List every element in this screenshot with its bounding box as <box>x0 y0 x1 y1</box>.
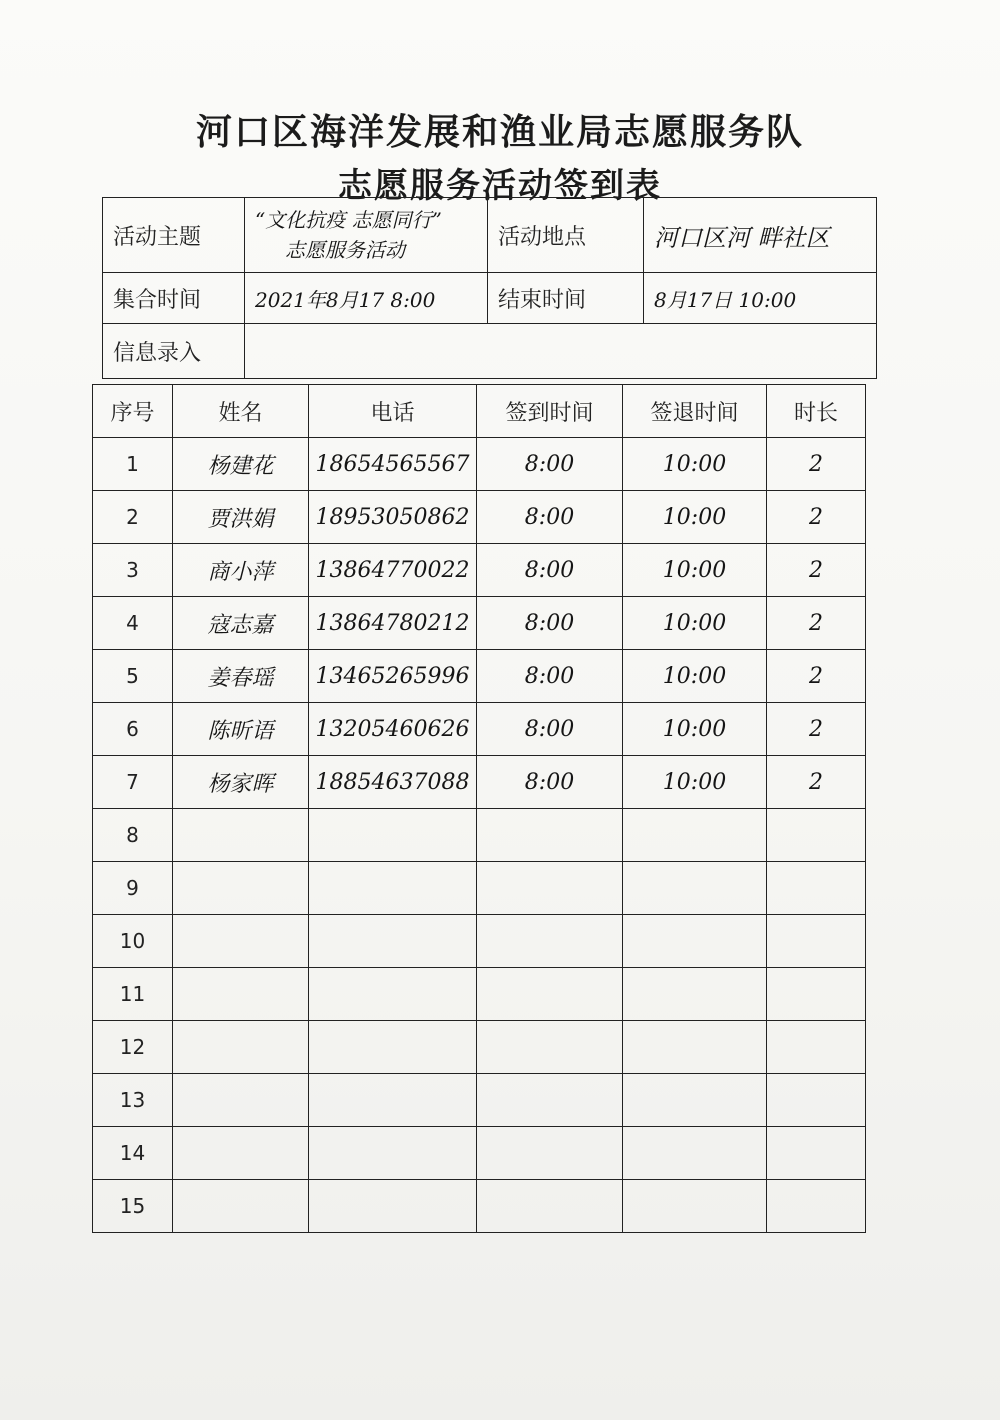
table-row <box>93 862 866 915</box>
table-row <box>93 1074 866 1127</box>
theme-label: 活动主题 <box>103 198 245 273</box>
row-name <box>173 809 309 862</box>
row-name-text: 寇志嘉 <box>207 612 274 638</box>
row-duration <box>767 862 866 915</box>
row-signin-time <box>477 862 623 915</box>
row-signin-time <box>477 809 623 862</box>
table-row <box>93 968 866 1021</box>
table-row <box>93 438 866 491</box>
row-signin-time <box>477 1127 623 1180</box>
row-signout-time-text: 10:00 <box>662 451 727 477</box>
row-number: 12 <box>93 1021 173 1074</box>
row-signout-time <box>623 597 767 650</box>
row-phone-text: 13465265996 <box>315 663 470 689</box>
row-signin-time-text: 8:00 <box>524 557 575 583</box>
row-name <box>173 1074 309 1127</box>
row-duration-text: 2 <box>809 769 823 795</box>
record-value <box>245 324 877 379</box>
row-duration <box>767 1021 866 1074</box>
row-phone <box>309 915 477 968</box>
info-row-time <box>103 273 877 324</box>
row-signin-time <box>477 1180 623 1233</box>
row-signout-time-text: 10:00 <box>662 504 727 530</box>
header-signin: 签到时间 <box>477 385 623 438</box>
row-name <box>173 1180 309 1233</box>
row-signout-time <box>623 809 767 862</box>
row-phone-text: 18953050862 <box>315 504 470 530</box>
start-value <box>245 273 488 324</box>
row-signin-time-text: 8:00 <box>524 716 575 742</box>
row-duration <box>767 1074 866 1127</box>
row-signin-time <box>477 544 623 597</box>
theme-value <box>245 198 488 273</box>
row-number: 8 <box>93 809 173 862</box>
row-duration <box>767 1180 866 1233</box>
table-row <box>93 703 866 756</box>
row-number: 7 <box>93 756 173 809</box>
row-name <box>173 650 309 703</box>
row-signin-time <box>477 1021 623 1074</box>
row-phone <box>309 809 477 862</box>
table-row <box>93 1021 866 1074</box>
row-duration <box>767 756 866 809</box>
row-number: 14 <box>93 1127 173 1180</box>
activity-info-table <box>102 197 877 379</box>
place-value-text: 河口区河 畔社区 <box>654 223 830 252</box>
row-signout-time <box>623 968 767 1021</box>
row-signout-time <box>623 703 767 756</box>
row-signin-time <box>477 968 623 1021</box>
row-number: 6 <box>93 703 173 756</box>
row-signout-time <box>623 1127 767 1180</box>
row-signout-time <box>623 862 767 915</box>
row-duration <box>767 1127 866 1180</box>
row-signin-time-text: 8:00 <box>524 610 575 636</box>
row-phone <box>309 1074 477 1127</box>
row-phone <box>309 650 477 703</box>
row-phone <box>309 491 477 544</box>
info-row-theme <box>103 198 877 273</box>
table-row <box>93 650 866 703</box>
row-duration-text: 2 <box>809 610 823 636</box>
row-phone <box>309 1180 477 1233</box>
row-signout-time <box>623 756 767 809</box>
row-signout-time-text: 10:00 <box>662 663 727 689</box>
row-name <box>173 1021 309 1074</box>
row-signin-time-text: 8:00 <box>524 663 575 689</box>
row-phone <box>309 703 477 756</box>
row-number: 15 <box>93 1180 173 1233</box>
row-name <box>173 862 309 915</box>
row-phone <box>309 756 477 809</box>
row-signin-time <box>477 703 623 756</box>
table-row <box>93 491 866 544</box>
row-name <box>173 756 309 809</box>
row-name-text: 陈昕语 <box>207 718 274 744</box>
row-signin-time <box>477 438 623 491</box>
row-duration <box>767 597 866 650</box>
row-signout-time-text: 10:00 <box>662 610 727 636</box>
row-number: 4 <box>93 597 173 650</box>
document-title: 河口区海洋发展和渔业局志愿服务队 <box>195 112 804 153</box>
row-name <box>173 597 309 650</box>
start-label: 集合时间 <box>103 273 245 324</box>
row-number: 9 <box>93 862 173 915</box>
row-phone-text: 13864780212 <box>315 610 470 636</box>
end-value-text: 8月17日 10:00 <box>654 287 797 312</box>
row-signin-time-text: 8:00 <box>524 769 575 795</box>
header-duration: 时长 <box>767 385 866 438</box>
info-row-record <box>103 324 877 379</box>
row-phone <box>309 544 477 597</box>
row-name-text: 杨建花 <box>207 453 274 479</box>
row-phone <box>309 968 477 1021</box>
row-name-text: 姜春瑶 <box>207 665 274 691</box>
row-name-text: 杨家晖 <box>207 771 274 797</box>
row-phone <box>309 1021 477 1074</box>
header-signout: 签退时间 <box>623 385 767 438</box>
row-signout-time-text: 10:00 <box>662 769 727 795</box>
row-signin-time-text: 8:00 <box>524 504 575 530</box>
row-duration <box>767 703 866 756</box>
row-signout-time <box>623 491 767 544</box>
row-signout-time <box>623 544 767 597</box>
place-value <box>644 198 877 273</box>
row-phone <box>309 438 477 491</box>
row-duration <box>767 650 866 703</box>
row-signout-time-text: 10:00 <box>662 716 727 742</box>
header-name: 姓名 <box>173 385 309 438</box>
row-phone-text: 13205460626 <box>315 716 470 742</box>
table-row <box>93 597 866 650</box>
row-signin-time-text: 8:00 <box>524 451 575 477</box>
row-signout-time <box>623 438 767 491</box>
row-name <box>173 915 309 968</box>
row-number: 3 <box>93 544 173 597</box>
record-label: 信息录入 <box>103 324 245 379</box>
end-label: 结束时间 <box>488 273 644 324</box>
row-phone <box>309 862 477 915</box>
row-duration <box>767 809 866 862</box>
row-duration-text: 2 <box>809 663 823 689</box>
row-signin-time <box>477 915 623 968</box>
row-duration <box>767 544 866 597</box>
signin-table-header <box>93 385 866 438</box>
row-signout-time <box>623 650 767 703</box>
row-phone-text: 18854637088 <box>315 769 470 795</box>
row-phone <box>309 1127 477 1180</box>
signin-table <box>92 384 866 1233</box>
row-name <box>173 1127 309 1180</box>
header-no: 序号 <box>93 385 173 438</box>
row-number: 1 <box>93 438 173 491</box>
theme-value-line2: 志愿服务活动 <box>285 238 405 262</box>
row-signout-time <box>623 915 767 968</box>
signin-table-body <box>93 438 866 1233</box>
row-number: 13 <box>93 1074 173 1127</box>
row-name-text: 商小萍 <box>207 559 274 585</box>
row-name <box>173 703 309 756</box>
row-number: 11 <box>93 968 173 1021</box>
table-row <box>93 1180 866 1233</box>
row-name-text: 贾洪娟 <box>207 506 274 532</box>
row-signout-time <box>623 1021 767 1074</box>
row-duration <box>767 491 866 544</box>
start-value-text: 2021年8月17 8:00 <box>255 287 436 312</box>
theme-value-line1: “文化抗疫 志愿同行” <box>255 208 442 232</box>
row-phone <box>309 597 477 650</box>
table-row <box>93 915 866 968</box>
table-row <box>93 544 866 597</box>
row-duration-text: 2 <box>809 504 823 530</box>
table-row <box>93 756 866 809</box>
row-duration-text: 2 <box>809 451 823 477</box>
table-row <box>93 809 866 862</box>
row-duration-text: 2 <box>809 557 823 583</box>
row-number: 5 <box>93 650 173 703</box>
end-value <box>644 273 877 324</box>
row-number: 2 <box>93 491 173 544</box>
row-signin-time <box>477 491 623 544</box>
row-signout-time-text: 10:00 <box>662 557 727 583</box>
row-duration-text: 2 <box>809 716 823 742</box>
row-number: 10 <box>93 915 173 968</box>
row-signout-time <box>623 1180 767 1233</box>
row-phone-text: 18654565567 <box>315 451 470 477</box>
row-duration <box>767 915 866 968</box>
row-name <box>173 491 309 544</box>
row-signout-time <box>623 1074 767 1127</box>
row-duration <box>767 438 866 491</box>
table-row <box>93 1127 866 1180</box>
row-duration <box>767 968 866 1021</box>
row-name <box>173 438 309 491</box>
row-signin-time <box>477 1074 623 1127</box>
row-phone-text: 13864770022 <box>315 557 470 583</box>
header-phone: 电话 <box>309 385 477 438</box>
row-name <box>173 544 309 597</box>
document-subtitle: 志愿服务活动签到表 <box>338 166 662 206</box>
place-label: 活动地点 <box>488 198 644 273</box>
row-signin-time <box>477 597 623 650</box>
row-signin-time <box>477 650 623 703</box>
row-name <box>173 968 309 1021</box>
row-signin-time <box>477 756 623 809</box>
